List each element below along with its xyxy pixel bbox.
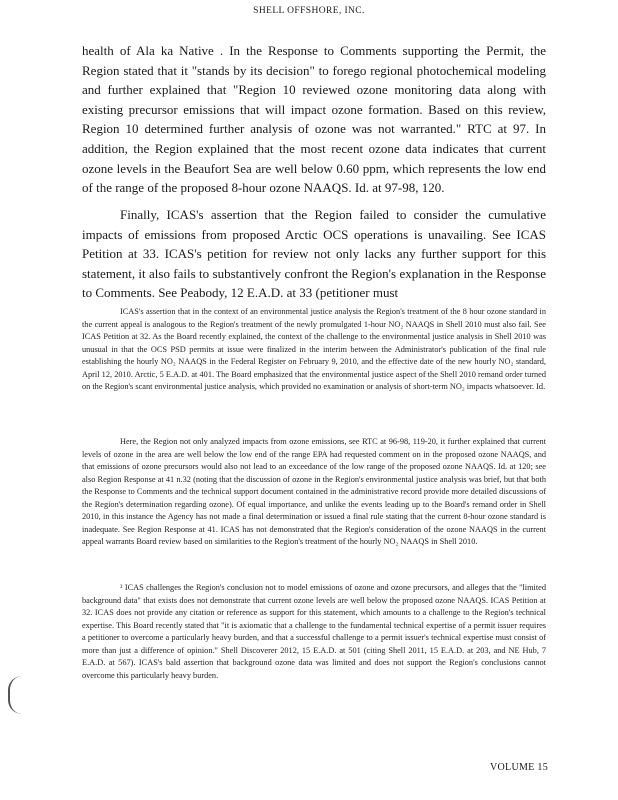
footnote: ³ ICAS challenges the Region's conclusion not to model emissions of ozone and ozone precursors, and alleges that the "limited background data" that exists does not demonstrate that current ozone levels are well below the proposed ozone NAAQS. ICAS Petition at 32. ICAS does not provide any citation or reference as support for this statement, which amounts to a challenge to the Region's technical expertise. This Board recently stated that "it is axiomatic that a challenge to the fundamental technical expertise of a permit issuer requires a petitioner to overcome a particularly heavy burden, and that a successful challenge to a permit issuer's technical expertise must consist of more than just a difference of opinion." Shell Discoverer 2012, 15 E.A.D. at 501 (citing Shell 2011, 15 E.A.D. at 203, and NE Hub, 7 E.A.D. at 567). ICAS's bald assertion that background ozone data was limited and does not support the Region's conclusions cannot overcome this particularly heavy burden. — [82, 583, 546, 680]
footnote: Here, the Region not only analyzed impacts from ozone emissions, see RTC at 96-98, 119-20, it further explained that current levels of ozone in the area are well below the low end of the range EPA had requested comment on in the proposed ozone NAAQS, and that emissions of ozone precursors would also not lead to an exceedance of the low range of the proposed ozone NAAQS. Id. at 120; see also Region Response at 41 n.32 (noting that the discussion of ozone in the Region's environmental justice analysis was brief, but that both the Response to Comments and the technical support document contained in the administrative record provide more detailed discussions of the Region's determination regarding ozone). Of equal importance, and unlike the events leading up to the Board's remand order in Shell 2010, in this instance the Agency has not made a final determination or issued a final rule stating that the current 8-hour ozone standard is inadequate. See Region Response at 41. ICAS has not demonstrated that the Region's consideration of the ozone NAAQS in the current appeal warrants Board review based on similarities to the Region's treatment of the hourly NO₂ NAAQS in Shell 2010. — [82, 437, 546, 546]
volume-footer: VOLUME 15 — [490, 762, 548, 773]
scan-margin-mark — [8, 676, 22, 714]
body-paragraph: Finally, ICAS's assertion that the Region failed to consider the cumulative impacts of emissions from proposed Arctic OCS operations is unavailing. See ICAS Petition at 33. ICAS's petition for review not only lacks any further support for this statement, it also fails to substantively confront the Region's explanation in the Response to Comments. See Peabody, 12 E.A.D. at 33 (petitioner must — [82, 207, 546, 301]
body-paragraph: health of Ala ka Native . In the Response to Comments supporting the Permit, the Region stated that it "stands by its decision" to forego regional photochemical modeling and further explained that "Region 10 reviewed ozone monitoring data along with existing precursor emissions that will impact ozone formation. Based on this review, Region 10 determined further analysis of ozone was not warranted." RTC at 97. In addition, the Region explained that the most recent ozone data indicates that current ozone levels in the Beaufort Sea are well below 0.60 ppm, which represents the low end of the range of the proposed 8-hour ozone NAAQS. Id. at 97-98, 120. — [82, 43, 546, 196]
running-header: SHELL OFFSHORE, INC. — [253, 6, 365, 16]
footnote: ICAS's assertion that in the context of an environmental justice analysis the Region's treatment of the 8 hour ozone standard in the current appeal is analogous to the Region's treatment of the newly promulgated 1-hour NO₂ NAAQS in Shell 2010 must also fail. See ICAS Petition at 32. As the Board recently explained, the context of the challenge to the environmental justice analysis in Shell 2010 was unusual in that the OCS PSD permits at issue were finalized in the interim between the Administrator's publication of the final rule establishing the hourly NO₂ NAAQS in the Federal Register on February 9, 2010, and the effective date of the new hourly NO₂ standard, April 12, 2010. Arctic, 5 E.A.D. at 401. The Board emphasized that the environmental justice aspect of the Shell 2010 remand order turned on the Region's scant environmental justice analysis, which provided no examination or analysis of short-term NO₂ impacts whatsoever. Id. — [82, 307, 546, 391]
